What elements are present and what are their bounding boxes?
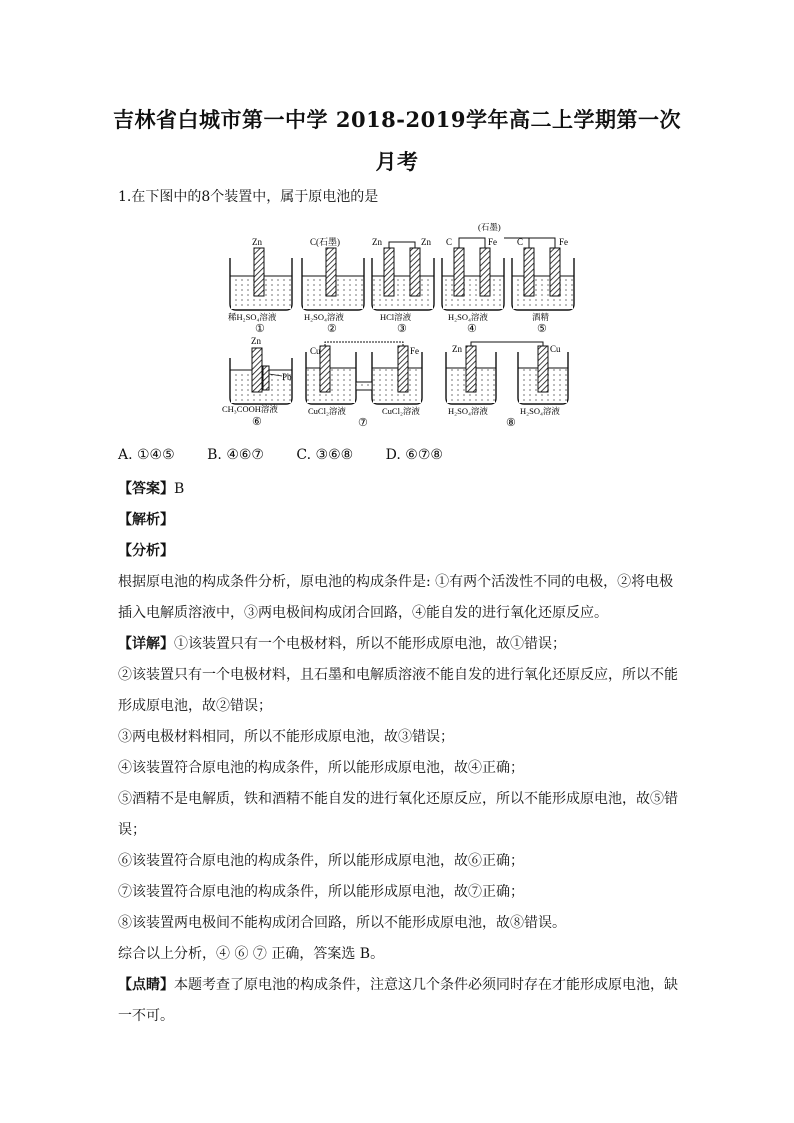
cell-1 [228,237,292,335]
cell-6-number: ⑥ [252,416,262,428]
cell-8-electrode-zn: Zn [452,344,462,354]
cell-6-solution-label: CH₃COOH溶液 [222,404,278,414]
cell-3 [372,237,434,335]
cell-1-electrode-label: Zn [252,237,262,247]
cell-7-solution-right: CuCl₂溶液 [382,406,420,416]
cell-4-number: ④ [467,323,477,335]
cell-2-number: ② [327,323,337,335]
tip-line-1 [118,974,678,994]
cell-8-solution-left: H₂SO₄溶液 [448,406,488,416]
cell-5-electrode-left: C [517,237,524,247]
cell-5-solution-label: 酒精 [532,312,550,322]
cell-4 [442,222,504,335]
cell-5-electrode-right: Fe [559,237,568,247]
cell-3-electrode-right: Zn [421,237,431,247]
cell-7 [306,342,422,429]
cell-1-number: ① [255,323,265,335]
detail-line-5: ④该装置符合原电池的构成条件，所以能形成原电池，故④正确； [118,760,524,776]
cell-6-electrode-zn: Zn [251,336,261,346]
cell-6 [222,336,292,428]
detail-line-6: ⑤酒精不是电解质，铁和酒精不能自发的进行氧化还原反应，所以不能形成原电池，故⑤错 [118,791,678,807]
detail-label: 【详解】 [118,636,174,652]
analysis-subheader: 【分析】 [118,543,174,559]
cell-4-note: (石墨) [478,222,501,232]
cell-7-electrode-fe: Fe [410,346,419,356]
cell-8-number: ⑧ [506,417,516,429]
answer-label: 【答案】 [118,481,174,497]
cell-6-electrode-pb: Pb [282,372,292,382]
cell-7-number: ⑦ [358,417,368,429]
summary-line: 综合以上分析，④ ⑥ ⑦ 正确，答案选 B。 [118,946,385,962]
detail-line-7: 误； [118,822,146,838]
detail-line-4: ③两电极材料相同，所以不能形成原电池，故③错误； [118,729,454,745]
analysis-line-2: 插入电解质溶液中，③两电极间构成闭合回路，④能自发的进行氧化还原反应。 [118,605,608,621]
cell-5 [504,237,574,335]
page-title-line2: 月考 [375,149,419,174]
tip-text-1: 本题考查了原电池的构成条件，注意这几个条件必须同时存在才能形成原电池，缺 [174,977,678,993]
cell-8 [446,342,568,429]
cell-1-solution-label: 稀H₂SO₄溶液 [228,312,277,322]
detail-text-1: ①该装置只有一个电极材料，所以不能形成原电池，故①错误； [174,636,566,652]
cell-2-electrode-label: C(石墨) [310,237,340,247]
detail-line-8: ⑥该装置符合原电池的构成条件，所以能形成原电池，故⑥正确； [118,853,524,869]
answer-value: B [174,481,185,497]
galvanic-cells-figure [222,218,582,430]
option-a[interactable]: A. ①④⑤ [118,447,175,463]
cell-8-solution-right: H₂SO₄溶液 [520,406,560,416]
cell-3-electrode-left: Zn [372,237,382,247]
tip-label: 【点睛】 [118,977,174,993]
detail-line-10: ⑧该装置两电极间不能构成闭合回路，所以不能形成原电池，故⑧错误。 [118,915,566,931]
option-b[interactable]: B. ④⑥⑦ [207,447,264,463]
cell-3-number: ③ [397,323,407,335]
cell-3-solution-label: HCl溶液 [380,312,412,322]
cell-4-solution-label: H₂SO₄溶液 [448,312,488,322]
cell-8-electrode-cu: Cu [550,344,561,354]
cell-5-number: ⑤ [537,323,547,335]
cell-4-electrode-left: C [446,237,453,247]
page-title-line1: 吉林省白城市第一中学 2018-2019学年高二上学期第一次 [113,107,681,132]
cell-7-electrode-cu: Cu [310,346,321,356]
analysis-line-1: 根据原电池的构成条件分析，原电池的构成条件是: ①有两个活泼性不同的电极，②将电极 [118,574,674,590]
cell-7-solution-left: CuCl₂溶液 [308,406,346,416]
cell-2 [302,237,364,335]
cell-4-electrode-right: Fe [488,237,497,247]
option-d[interactable]: D. ⑥⑦⑧ [385,447,443,463]
answer-options [118,447,678,463]
analysis-header: 【解析】 [118,512,174,528]
option-c[interactable]: C. ③⑥⑧ [296,447,354,463]
answer-line [118,478,678,498]
detail-line-9: ⑦该装置符合原电池的构成条件，所以能形成原电池，故⑦正确； [118,884,524,900]
question-stem: 1.在下图中的8个装置中，属于原电池的是 [118,189,379,205]
tip-line-2: 一不可。 [118,1008,174,1024]
detail-line-1 [118,633,678,653]
detail-line-2: ②该装置只有一个电极材料，且石墨和电解质溶液不能自发的进行氧化还原反应，所以不能 [118,667,678,683]
detail-line-3: 形成原电池，故②错误； [118,698,272,714]
cell-2-solution-label: H₂SO₄溶液 [304,312,344,322]
